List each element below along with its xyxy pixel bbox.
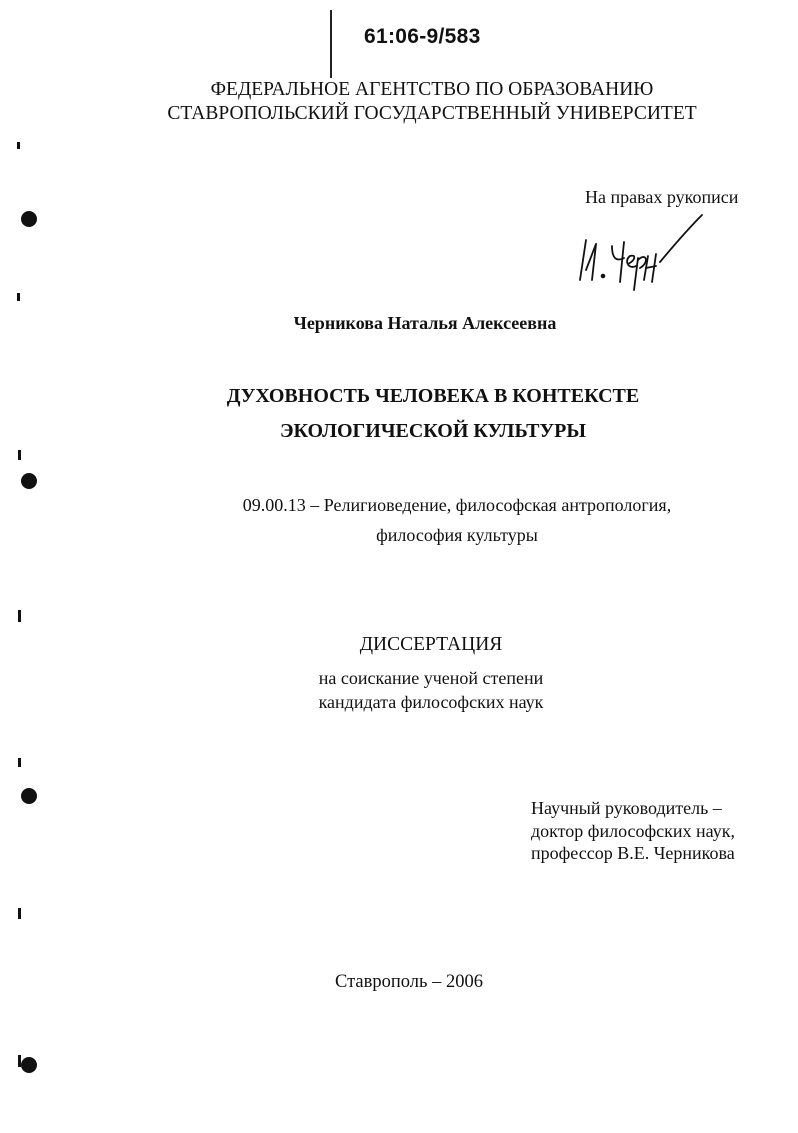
specialty-line-2: философия культуры: [376, 525, 538, 545]
dissertation-title: [34, 379, 798, 449]
specialty-line-1: 09.00.13 – Религиоведение, философская антропология,: [242, 495, 672, 515]
margin-mark: [18, 450, 21, 460]
title-line-2: ЭКОЛОГИЧЕСКОЙ КУЛЬТУРЫ: [279, 420, 587, 442]
specialty-code: [58, 490, 798, 550]
margin-mark: [17, 293, 20, 301]
margin-mark: [17, 142, 20, 149]
punch-hole-mark: [21, 211, 37, 227]
punch-hole-mark: [21, 788, 37, 804]
punch-hole-mark: [21, 473, 37, 489]
document-type: ДИССЕРТАЦИЯ: [359, 634, 503, 655]
supervisor-block: [531, 797, 735, 865]
archive-stamp: 61:06-9/583: [364, 25, 481, 48]
degree-line-2: кандидата философских наук: [318, 692, 544, 712]
degree-line-1: на соискание ученой степени: [318, 668, 544, 688]
stamp-divider-line: [330, 10, 332, 78]
degree-statement: [32, 666, 798, 714]
city-year: Ставрополь – 2006: [335, 972, 483, 992]
manuscript-note: На правах рукописи: [585, 187, 739, 207]
margin-mark: [18, 610, 21, 622]
supervisor-line-1: Научный руководитель –: [531, 798, 722, 818]
author-name: Черникова Наталья Алексеевна: [293, 313, 557, 333]
agency-header: [33, 78, 798, 126]
margin-mark: [18, 758, 21, 767]
supervisor-line-2: доктор философских наук,: [531, 820, 735, 841]
margin-mark: [18, 1055, 21, 1067]
agency-line-1: ФЕДЕРАЛЬНОЕ АГЕНТСТВО ПО ОБРАЗОВАНИЮ: [210, 79, 654, 100]
punch-hole-mark: [21, 1057, 37, 1073]
supervisor-line-3: профессор В.Е. Черникова: [531, 843, 735, 863]
handwritten-signature: [570, 210, 710, 295]
agency-line-2: СТАВРОПОЛЬСКИЙ ГОСУДАРСТВЕННЫЙ УНИВЕРСИТЕТ: [167, 103, 697, 124]
margin-mark: [18, 908, 21, 919]
title-line-1: ДУХОВНОСТЬ ЧЕЛОВЕКА В КОНТЕКСТЕ: [226, 385, 640, 407]
